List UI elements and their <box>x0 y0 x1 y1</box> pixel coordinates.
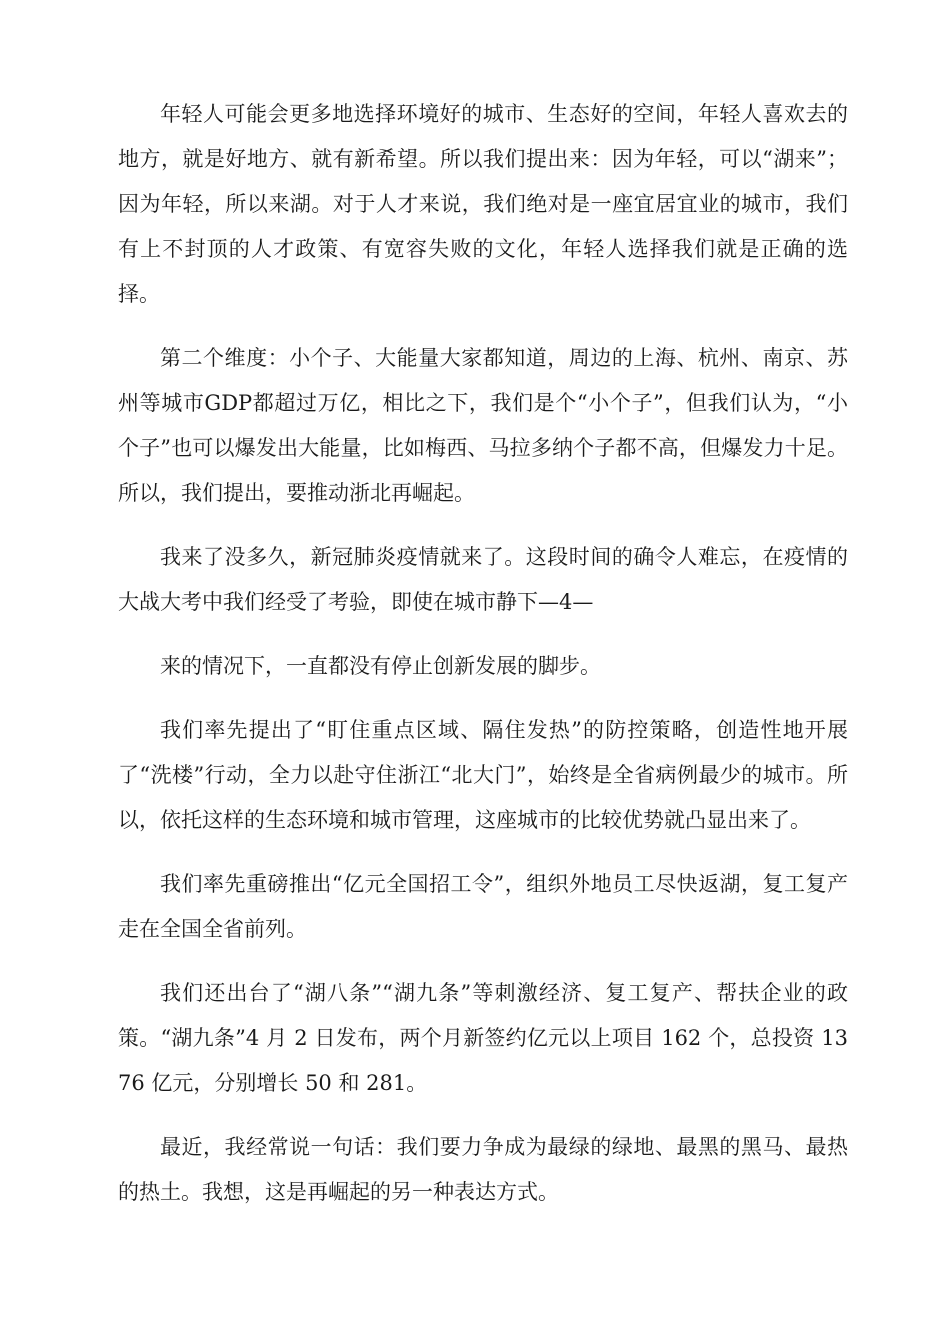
paragraph-7: 我们还出台了“湖八条”“湖九条”等刺激经济、复工复产、帮扶企业的政策。“湖九条”4 月 2 日发布，两个月新签约亿元以上项目 162 个，总投资 1376 亿元，分别增长 50 和 281。 <box>118 981 848 1095</box>
paragraph-8: 最近，我经常说一句话：我们要力争成为最绿的绿地、最黑的黑马、最热的热土。我想，这是再崛起的另一种表达方式。 <box>118 1135 848 1204</box>
paragraph-1: 年轻人可能会更多地选择环境好的城市、生态好的空间，年轻人喜欢去的地方，就是好地方、就有新希望。所以我们提出来：因为年轻，可以“湖来”；因为年轻，所以来湖。对于人才来说，我们绝对是一座宜居宜业的城市，我们有上不封顶的人才政策、有宽容失败的文化，年轻人选择我们就是正确的选择。 <box>118 102 848 306</box>
paragraph-3: 我来了没多久，新冠肺炎疫情就来了。这段时间的确令人难忘，在疫情的大战大考中我们经受了考验，即使在城市静下—4— <box>118 545 848 614</box>
document-body <box>118 92 848 1234</box>
paragraph-6: 我们率先重磅推出“亿元全国招工令”，组织外地员工尽快返湖，复工复产走在全国全省前列。 <box>118 872 848 941</box>
paragraph-2: 第二个维度：小个子、大能量大家都知道，周边的上海、杭州、南京、苏州等城市GDP都超过万亿，相比之下，我们是个“小个子”，但我们认为，“小个子”也可以爆发出大能量，比如梅西、马拉多纳个子都不高，但爆发力十足。所以，我们提出，要推动浙北再崛起。 <box>118 346 848 505</box>
paragraph-4: 来的情况下，一直都没有停止创新发展的脚步。 <box>160 654 601 678</box>
paragraph-5: 我们率先提出了“盯住重点区域、隔住发热”的防控策略，创造性地开展了“洗楼”行动，全力以赴守住浙江“北大门”，始终是全省病例最少的城市。所以，依托这样的生态环境和城市管理，这座城市的比较优势就凸显出来了。 <box>118 718 848 832</box>
